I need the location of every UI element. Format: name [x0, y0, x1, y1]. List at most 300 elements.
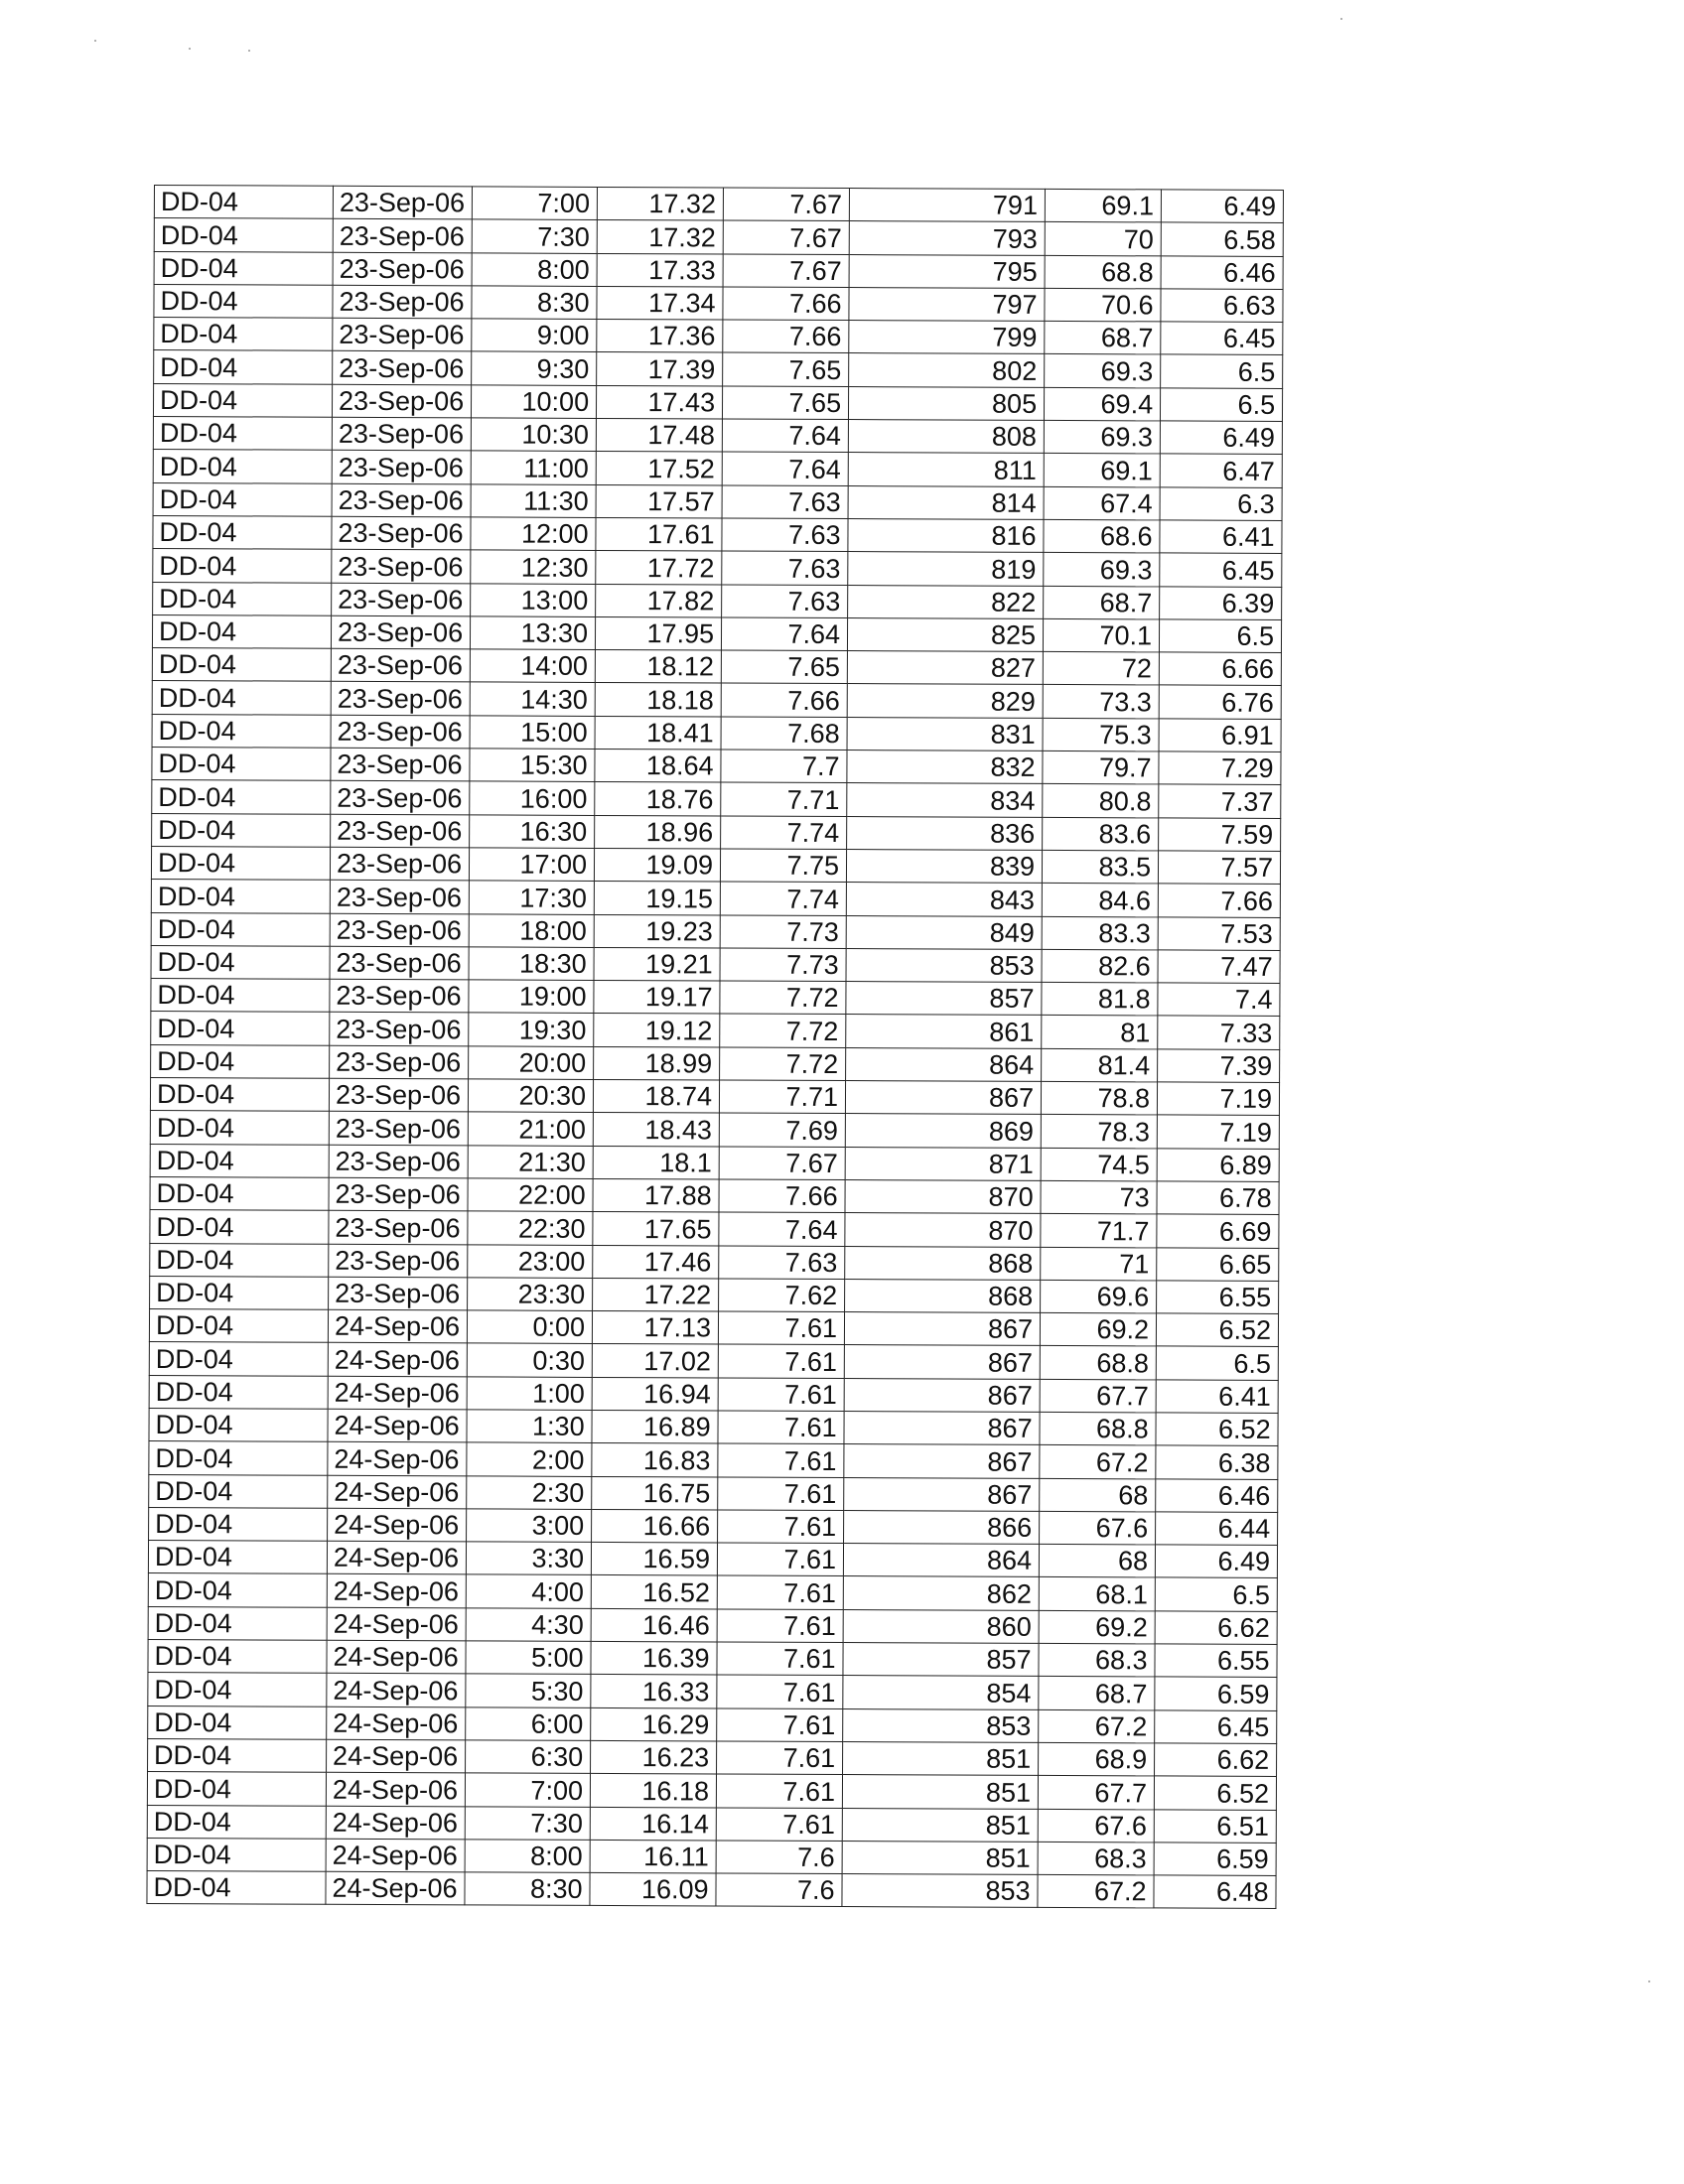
- table-row: [153, 383, 1282, 421]
- value-b-cell: 7.72: [720, 1047, 846, 1081]
- value-c-cell: 870: [845, 1213, 1041, 1247]
- value-d-cell: 68.1: [1039, 1577, 1155, 1611]
- date-cell: 24-Sep-06: [327, 1706, 466, 1740]
- station-id-cell: DD-04: [154, 350, 333, 384]
- value-e-cell: 7.57: [1159, 851, 1281, 885]
- table-row: [154, 251, 1283, 289]
- date-cell: 24-Sep-06: [327, 1739, 466, 1773]
- table-row: [151, 945, 1280, 983]
- value-b-cell: 7.66: [723, 287, 849, 321]
- scan-speck: [1340, 18, 1342, 20]
- value-c-cell: 836: [847, 816, 1043, 850]
- table-row: [152, 648, 1281, 686]
- value-e-cell: 6.3: [1160, 487, 1282, 521]
- date-cell: 23-Sep-06: [330, 881, 469, 914]
- value-a-cell: 17.02: [592, 1344, 718, 1378]
- station-id-cell: DD-04: [147, 1805, 326, 1839]
- value-b-cell: 7.61: [718, 1510, 844, 1544]
- value-b-cell: 7.64: [722, 419, 848, 453]
- value-e-cell: 6.47: [1160, 454, 1282, 487]
- value-a-cell: 17.52: [596, 452, 722, 485]
- value-e-cell: 7.59: [1159, 818, 1281, 852]
- table-row: [153, 549, 1282, 587]
- value-a-cell: 16.39: [591, 1641, 717, 1675]
- station-id-cell: DD-04: [150, 1144, 329, 1177]
- value-c-cell: 871: [845, 1147, 1041, 1180]
- value-c-cell: 797: [849, 287, 1045, 321]
- station-id-cell: DD-04: [153, 383, 332, 417]
- value-d-cell: 73.3: [1043, 685, 1159, 719]
- date-cell: 24-Sep-06: [326, 1773, 465, 1807]
- value-e-cell: 6.66: [1159, 652, 1281, 686]
- date-cell: 23-Sep-06: [329, 1210, 468, 1244]
- station-id-cell: DD-04: [154, 251, 333, 285]
- time-cell: 8:00: [472, 252, 597, 286]
- station-id-cell: DD-04: [154, 318, 333, 351]
- value-b-cell: 7.63: [722, 551, 848, 585]
- station-id-cell: DD-04: [151, 1044, 330, 1078]
- value-c-cell: 834: [847, 783, 1043, 817]
- table-row: [148, 1640, 1277, 1678]
- station-id-cell: DD-04: [151, 880, 330, 913]
- table-row: [149, 1441, 1278, 1479]
- time-cell: 16:30: [470, 815, 595, 849]
- value-e-cell: 6.39: [1160, 586, 1282, 619]
- station-id-cell: DD-04: [151, 1012, 330, 1045]
- time-cell: 23:00: [468, 1244, 593, 1278]
- table-row: [149, 1408, 1278, 1445]
- time-cell: 5:00: [466, 1641, 591, 1675]
- value-b-cell: 7.61: [716, 1774, 842, 1808]
- value-a-cell: 16.75: [592, 1476, 718, 1510]
- value-a-cell: 18.74: [594, 1079, 720, 1113]
- value-a-cell: 17.33: [597, 253, 723, 287]
- value-d-cell: 79.7: [1043, 751, 1159, 784]
- value-e-cell: 6.38: [1156, 1445, 1278, 1479]
- date-cell: 24-Sep-06: [328, 1376, 467, 1410]
- time-cell: 15:00: [470, 716, 595, 750]
- value-a-cell: 18.1: [593, 1146, 719, 1179]
- date-cell: 23-Sep-06: [332, 483, 471, 517]
- date-cell: 24-Sep-06: [327, 1674, 466, 1707]
- value-c-cell: 799: [849, 321, 1045, 354]
- date-cell: 23-Sep-06: [332, 516, 471, 550]
- table-row: [148, 1573, 1277, 1611]
- value-d-cell: 70: [1045, 222, 1161, 256]
- value-b-cell: 7.61: [718, 1344, 844, 1378]
- time-cell: 8:30: [465, 1872, 590, 1906]
- value-d-cell: 71.7: [1041, 1214, 1157, 1248]
- value-b-cell: 7.65: [723, 352, 849, 386]
- value-a-cell: 17.48: [596, 419, 722, 453]
- value-e-cell: 6.46: [1156, 1478, 1278, 1512]
- value-b-cell: 7.73: [720, 948, 846, 982]
- station-id-cell: DD-04: [148, 1673, 327, 1706]
- value-b-cell: 7.71: [720, 1080, 846, 1114]
- value-b-cell: 7.7: [721, 750, 847, 783]
- value-b-cell: 7.67: [723, 254, 849, 288]
- value-c-cell: 791: [849, 189, 1045, 222]
- value-d-cell: 67.4: [1044, 486, 1160, 520]
- table-row: [150, 1144, 1279, 1181]
- value-b-cell: 7.61: [717, 1675, 843, 1708]
- value-c-cell: 816: [848, 519, 1044, 553]
- value-d-cell: 81.8: [1042, 983, 1158, 1017]
- date-cell: 23-Sep-06: [331, 682, 470, 716]
- station-id-cell: DD-04: [147, 1871, 326, 1905]
- date-cell: 23-Sep-06: [329, 1277, 468, 1310]
- value-c-cell: 867: [846, 1081, 1042, 1115]
- value-c-cell: 831: [847, 717, 1043, 751]
- station-id-cell: DD-04: [148, 1640, 327, 1674]
- station-id-cell: DD-04: [150, 1243, 329, 1277]
- table-row: [152, 813, 1281, 851]
- value-d-cell: 81.4: [1042, 1048, 1158, 1082]
- value-e-cell: 6.89: [1157, 1149, 1279, 1182]
- scan-speck: [189, 48, 191, 50]
- value-b-cell: 7.74: [721, 816, 847, 850]
- value-a-cell: 16.66: [592, 1509, 718, 1543]
- value-b-cell: 7.61: [717, 1575, 843, 1609]
- value-d-cell: 67.7: [1040, 1379, 1156, 1413]
- value-c-cell: 808: [848, 420, 1044, 454]
- value-a-cell: 18.99: [594, 1046, 720, 1080]
- value-a-cell: 17.39: [597, 352, 723, 386]
- station-id-cell: DD-04: [153, 582, 332, 615]
- value-a-cell: 18.76: [595, 782, 721, 816]
- value-a-cell: 19.09: [595, 848, 721, 882]
- table-row: [152, 681, 1281, 719]
- time-cell: 11:30: [471, 484, 596, 518]
- station-id-cell: DD-04: [151, 945, 330, 979]
- value-d-cell: 80.8: [1043, 784, 1159, 818]
- value-e-cell: 6.55: [1155, 1644, 1277, 1678]
- value-c-cell: 853: [843, 1708, 1039, 1742]
- value-b-cell: 7.6: [716, 1841, 842, 1874]
- time-cell: 14:30: [470, 682, 595, 716]
- station-id-cell: DD-04: [152, 681, 331, 715]
- value-e-cell: 6.52: [1156, 1413, 1278, 1446]
- station-id-cell: DD-04: [150, 1176, 329, 1210]
- station-id-cell: DD-04: [150, 1111, 329, 1145]
- value-d-cell: 68.8: [1045, 255, 1161, 289]
- value-d-cell: 70.1: [1044, 618, 1160, 652]
- date-cell: 23-Sep-06: [333, 252, 472, 286]
- station-id-cell: DD-04: [153, 450, 332, 483]
- date-cell: 23-Sep-06: [330, 913, 469, 947]
- value-e-cell: 6.49: [1161, 190, 1283, 223]
- station-id-cell: DD-04: [152, 813, 331, 847]
- value-b-cell: 7.67: [723, 188, 849, 221]
- time-cell: 12:30: [471, 550, 596, 584]
- date-cell: 23-Sep-06: [330, 1045, 469, 1079]
- value-c-cell: 805: [849, 386, 1045, 420]
- value-b-cell: 7.74: [720, 882, 846, 915]
- value-b-cell: 7.6: [716, 1873, 842, 1907]
- value-b-cell: 7.72: [720, 1014, 846, 1047]
- time-cell: 23:30: [468, 1278, 593, 1311]
- value-e-cell: 7.37: [1159, 784, 1281, 818]
- value-b-cell: 7.66: [719, 1179, 845, 1213]
- value-e-cell: 7.33: [1158, 1016, 1280, 1049]
- value-c-cell: 825: [848, 617, 1044, 651]
- value-e-cell: 6.45: [1155, 1710, 1277, 1744]
- station-id-cell: DD-04: [150, 1078, 329, 1112]
- time-cell: 7:30: [472, 219, 597, 253]
- table-row: [147, 1805, 1276, 1843]
- value-e-cell: 6.45: [1161, 322, 1283, 355]
- table-row: [148, 1541, 1277, 1578]
- time-cell: 21:30: [468, 1145, 593, 1178]
- time-cell: 1:00: [467, 1377, 592, 1411]
- value-c-cell: 849: [846, 915, 1042, 949]
- station-id-cell: DD-04: [154, 218, 333, 252]
- value-e-cell: 6.5: [1161, 388, 1283, 422]
- value-b-cell: 7.61: [716, 1808, 842, 1842]
- station-id-cell: DD-04: [152, 748, 331, 781]
- value-a-cell: 16.52: [591, 1575, 717, 1609]
- date-cell: 23-Sep-06: [332, 583, 471, 616]
- value-c-cell: 827: [847, 651, 1043, 685]
- value-a-cell: 16.89: [592, 1410, 718, 1443]
- time-cell: 2:30: [467, 1475, 592, 1509]
- value-b-cell: 7.66: [721, 683, 847, 717]
- table-row: [147, 1871, 1276, 1909]
- time-cell: 7:00: [465, 1773, 590, 1807]
- value-d-cell: 69.6: [1041, 1280, 1157, 1313]
- value-c-cell: 867: [844, 1412, 1040, 1445]
- time-cell: 10:00: [472, 385, 597, 419]
- table-row: [152, 714, 1281, 751]
- value-c-cell: 853: [842, 1874, 1038, 1908]
- value-d-cell: 67.2: [1040, 1445, 1156, 1479]
- date-cell: 23-Sep-06: [331, 715, 470, 749]
- value-a-cell: 17.46: [593, 1245, 719, 1279]
- date-cell: 23-Sep-06: [333, 219, 472, 253]
- value-c-cell: 832: [847, 751, 1043, 784]
- value-d-cell: 69.3: [1044, 420, 1160, 454]
- time-cell: 18:00: [469, 913, 594, 947]
- value-b-cell: 7.64: [722, 617, 848, 651]
- station-id-cell: DD-04: [151, 846, 330, 880]
- value-d-cell: 68.6: [1044, 519, 1160, 553]
- station-id-cell: DD-04: [149, 1342, 328, 1376]
- value-c-cell: 857: [846, 982, 1042, 1016]
- value-b-cell: 7.64: [722, 452, 848, 485]
- value-d-cell: 68.3: [1038, 1842, 1154, 1875]
- value-c-cell: 802: [849, 353, 1045, 387]
- value-e-cell: 7.19: [1157, 1115, 1279, 1149]
- value-c-cell: 861: [846, 1015, 1042, 1048]
- value-a-cell: 16.14: [590, 1807, 716, 1841]
- value-c-cell: 870: [845, 1179, 1041, 1213]
- station-id-cell: DD-04: [154, 284, 333, 318]
- time-cell: 16:00: [470, 781, 595, 815]
- station-id-cell: DD-04: [152, 780, 331, 814]
- station-id-cell: DD-04: [153, 482, 332, 516]
- station-id-cell: DD-04: [153, 549, 332, 583]
- value-a-cell: 16.46: [591, 1608, 717, 1642]
- value-a-cell: 18.12: [595, 650, 721, 684]
- table-row: [150, 1176, 1279, 1214]
- value-d-cell: 69.4: [1045, 387, 1161, 421]
- value-c-cell: 867: [844, 1345, 1040, 1379]
- date-cell: 24-Sep-06: [326, 1871, 465, 1905]
- date-cell: 23-Sep-06: [332, 550, 471, 584]
- value-c-cell: 864: [843, 1544, 1039, 1577]
- time-cell: 5:30: [466, 1674, 591, 1707]
- value-c-cell: 860: [843, 1609, 1039, 1643]
- value-b-cell: 7.61: [718, 1378, 844, 1412]
- date-cell: 24-Sep-06: [326, 1839, 465, 1872]
- time-cell: 21:00: [468, 1112, 593, 1146]
- value-a-cell: 17.22: [593, 1278, 719, 1311]
- value-e-cell: 7.66: [1158, 884, 1280, 917]
- date-cell: 23-Sep-06: [333, 351, 472, 385]
- value-d-cell: 68: [1040, 1478, 1156, 1512]
- date-cell: 23-Sep-06: [330, 979, 469, 1013]
- station-id-cell: DD-04: [149, 1507, 328, 1541]
- date-cell: 23-Sep-06: [333, 186, 472, 219]
- value-d-cell: 75.3: [1043, 718, 1159, 751]
- table-row: [153, 450, 1282, 487]
- value-e-cell: 6.41: [1156, 1380, 1278, 1414]
- value-a-cell: 16.59: [591, 1543, 717, 1576]
- value-a-cell: 17.61: [596, 517, 722, 551]
- table-row: [152, 748, 1281, 785]
- station-id-cell: DD-04: [148, 1606, 327, 1640]
- value-e-cell: 6.52: [1156, 1313, 1278, 1347]
- value-a-cell: 16.11: [590, 1840, 716, 1873]
- table-row: [150, 1210, 1279, 1248]
- time-cell: 6:30: [466, 1740, 591, 1774]
- scan-speck: [248, 50, 250, 52]
- value-e-cell: 6.69: [1157, 1214, 1279, 1248]
- time-cell: 4:30: [466, 1608, 591, 1642]
- station-id-cell: DD-04: [150, 1210, 329, 1244]
- value-c-cell: 793: [849, 221, 1045, 255]
- table-row: [154, 218, 1283, 256]
- value-e-cell: 7.53: [1158, 916, 1280, 950]
- value-b-cell: 7.63: [722, 485, 848, 519]
- value-b-cell: 7.64: [719, 1212, 845, 1246]
- value-d-cell: 69.1: [1044, 454, 1160, 487]
- table-row: [148, 1673, 1277, 1710]
- value-d-cell: 67.6: [1040, 1511, 1156, 1545]
- value-a-cell: 18.64: [595, 749, 721, 782]
- value-d-cell: 69.2: [1040, 1312, 1156, 1346]
- time-cell: 20:30: [469, 1079, 594, 1113]
- value-d-cell: 69.1: [1045, 189, 1161, 222]
- value-e-cell: 6.5: [1156, 1346, 1278, 1380]
- station-id-cell: DD-04: [152, 714, 331, 748]
- value-d-cell: 67.2: [1039, 1709, 1155, 1743]
- value-e-cell: 6.49: [1155, 1545, 1277, 1578]
- date-cell: 23-Sep-06: [332, 417, 471, 451]
- value-e-cell: 7.47: [1158, 950, 1280, 984]
- value-b-cell: 7.61: [718, 1443, 844, 1477]
- value-e-cell: 7.4: [1158, 983, 1280, 1017]
- date-cell: 23-Sep-06: [331, 781, 470, 815]
- station-id-cell: DD-04: [149, 1309, 328, 1343]
- date-cell: 24-Sep-06: [328, 1409, 467, 1442]
- table-row: [153, 482, 1282, 520]
- date-cell: 23-Sep-06: [331, 648, 470, 682]
- value-a-cell: 17.72: [596, 551, 722, 585]
- table-row: [151, 912, 1280, 950]
- station-id-cell: DD-04: [152, 648, 331, 682]
- date-cell: 23-Sep-06: [331, 615, 470, 649]
- value-d-cell: 68.8: [1040, 1346, 1156, 1380]
- value-a-cell: 17.36: [597, 320, 723, 353]
- value-a-cell: 16.94: [592, 1377, 718, 1411]
- station-id-cell: DD-04: [147, 1838, 326, 1871]
- value-b-cell: 7.61: [718, 1477, 844, 1511]
- value-a-cell: 17.57: [596, 484, 722, 518]
- value-b-cell: 7.61: [718, 1411, 844, 1444]
- time-cell: 1:30: [467, 1410, 592, 1443]
- value-c-cell: 867: [844, 1312, 1040, 1346]
- value-c-cell: 867: [844, 1378, 1040, 1412]
- value-d-cell: 68.7: [1045, 322, 1161, 355]
- station-id-cell: DD-04: [153, 417, 332, 451]
- value-a-cell: 17.13: [593, 1311, 719, 1345]
- date-cell: 23-Sep-06: [332, 384, 471, 418]
- value-c-cell: 851: [843, 1741, 1039, 1775]
- value-d-cell: 68: [1039, 1545, 1155, 1578]
- time-cell: 19:30: [469, 1013, 594, 1046]
- value-e-cell: 6.91: [1159, 719, 1281, 752]
- value-a-cell: 16.33: [591, 1675, 717, 1708]
- value-d-cell: 68.9: [1039, 1742, 1155, 1776]
- date-cell: 23-Sep-06: [331, 814, 470, 848]
- table-row: [151, 979, 1280, 1017]
- station-id-cell: DD-04: [150, 1276, 329, 1309]
- station-id-cell: DD-04: [148, 1541, 327, 1574]
- value-d-cell: 69.2: [1039, 1610, 1155, 1644]
- value-e-cell: 6.48: [1154, 1875, 1276, 1909]
- date-cell: 23-Sep-06: [329, 1177, 468, 1211]
- date-cell: 23-Sep-06: [333, 318, 472, 351]
- station-id-cell: DD-04: [149, 1375, 328, 1409]
- value-a-cell: 17.32: [597, 220, 723, 254]
- table-row: [152, 780, 1281, 818]
- value-c-cell: 839: [847, 849, 1043, 883]
- value-c-cell: 814: [848, 485, 1044, 519]
- value-c-cell: 811: [848, 453, 1044, 486]
- value-d-cell: 68.8: [1040, 1412, 1156, 1445]
- table-row: [150, 1111, 1279, 1149]
- value-b-cell: 7.65: [721, 650, 847, 684]
- table-row: [154, 186, 1283, 223]
- value-c-cell: 857: [843, 1643, 1039, 1677]
- value-e-cell: 6.49: [1160, 421, 1282, 455]
- value-e-cell: 6.45: [1160, 553, 1282, 587]
- date-cell: 24-Sep-06: [326, 1806, 465, 1840]
- value-e-cell: 6.63: [1161, 289, 1283, 323]
- value-b-cell: 7.73: [720, 915, 846, 949]
- value-e-cell: 6.41: [1160, 520, 1282, 554]
- table-body: [147, 186, 1284, 1909]
- value-b-cell: 7.65: [723, 386, 849, 420]
- scan-speck: [94, 40, 96, 42]
- value-c-cell: 864: [846, 1047, 1042, 1081]
- value-e-cell: 6.59: [1155, 1677, 1277, 1710]
- date-cell: 24-Sep-06: [328, 1309, 467, 1343]
- value-c-cell: 851: [842, 1775, 1038, 1809]
- value-a-cell: 18.18: [595, 683, 721, 717]
- value-e-cell: 6.5: [1160, 619, 1282, 653]
